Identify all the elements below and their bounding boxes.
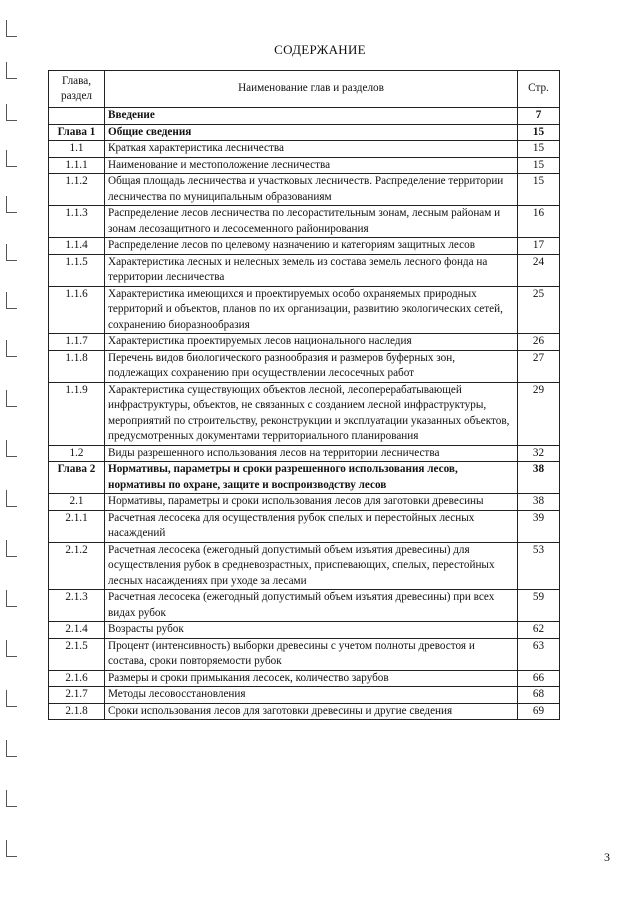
toc-row xyxy=(49,622,560,639)
toc-row-number: 2.1.3 xyxy=(49,590,105,622)
toc-row-title: Методы лесовосстановления xyxy=(105,687,518,704)
toc-row xyxy=(49,206,560,238)
toc-row-number: 1.2 xyxy=(49,445,105,462)
toc-row-page: 38 xyxy=(518,462,560,494)
toc-row-number xyxy=(49,108,105,125)
toc-row-number: 2.1.5 xyxy=(49,638,105,670)
toc-row xyxy=(49,638,560,670)
toc-header-row xyxy=(49,71,560,108)
toc-row-page: 15 xyxy=(518,124,560,141)
toc-row-title: Виды разрешенного использования лесов на территории лесничества xyxy=(105,445,518,462)
toc-row-title: Введение xyxy=(105,108,518,125)
page-number: 3 xyxy=(604,850,610,864)
toc-row-page: 59 xyxy=(518,590,560,622)
toc-row-title: Краткая характеристика лесничества xyxy=(105,141,518,158)
toc-row-title: Расчетная лесосека (ежегодный допустимый объем изъятия древесины) для осуществления рубок в средневозрастных, приспевающих, спелых, перестойных лесных насаждениях при уходе за лесами xyxy=(105,542,518,590)
toc-row-number: 2.1.2 xyxy=(49,542,105,590)
toc-row-number: 2.1.1 xyxy=(49,510,105,542)
toc-row-title: Размеры и сроки примыкания лесосек, количество зарубов xyxy=(105,670,518,687)
col-header-page: Стр. xyxy=(518,71,560,108)
page-title: СОДЕРЖАНИЕ xyxy=(274,42,366,57)
toc-row xyxy=(49,141,560,158)
toc-row xyxy=(49,510,560,542)
toc-row xyxy=(49,124,560,141)
toc-row-title: Перечень видов биологического разнообразия и размеров буферных зон, подлежащих сохранению при осуществлении лесосечных работ xyxy=(105,350,518,382)
toc-row-page: 53 xyxy=(518,542,560,590)
toc-row-page: 17 xyxy=(518,238,560,255)
toc-row-number: 1.1.8 xyxy=(49,350,105,382)
toc-row xyxy=(49,108,560,125)
toc-row xyxy=(49,670,560,687)
toc-row xyxy=(49,286,560,334)
col-header-num: Глава, раздел xyxy=(49,71,105,108)
toc-row-page: 27 xyxy=(518,350,560,382)
toc-row-page: 63 xyxy=(518,638,560,670)
toc-row-title: Общие сведения xyxy=(105,124,518,141)
toc-row-number: 2.1.6 xyxy=(49,670,105,687)
toc-row-page: 26 xyxy=(518,334,560,351)
toc-row-page: 7 xyxy=(518,108,560,125)
toc-row xyxy=(49,590,560,622)
toc-row xyxy=(49,687,560,704)
toc-row xyxy=(49,542,560,590)
toc-row xyxy=(49,157,560,174)
toc-row-page: 15 xyxy=(518,141,560,158)
toc-row-title: Характеристика проектируемых лесов национального наследия xyxy=(105,334,518,351)
toc-row-page: 68 xyxy=(518,687,560,704)
toc-row-title: Распределение лесов лесничества по лесорастительным зонам, лесным районам и зонам лесозащитного и лесосеменного районирования xyxy=(105,206,518,238)
toc-row xyxy=(49,382,560,445)
col-header-name: Наименование глав и разделов xyxy=(105,71,518,108)
toc-row-title: Характеристика существующих объектов лесной, лесоперерабатывающей инфраструктуры, объектов, не связанных с созданием лесной инфраструктуры, мероприятий по строительству, реконструкции и эксплуатации указанных объектов, предусмотренных документами территориального планирования xyxy=(105,382,518,445)
toc-row-title: Процент (интенсивность) выборки древесины с учетом полноты древостоя и состава, сроки повторяемости рубок xyxy=(105,638,518,670)
toc-row-page: 39 xyxy=(518,510,560,542)
toc-row-number: 1.1.1 xyxy=(49,157,105,174)
toc-row-number: 1.1.6 xyxy=(49,286,105,334)
toc-row-page: 29 xyxy=(518,382,560,445)
toc-row-number: 2.1.8 xyxy=(49,703,105,720)
toc-row-number: 2.1.7 xyxy=(49,687,105,704)
toc-row-number: Глава 1 xyxy=(49,124,105,141)
toc-table xyxy=(48,70,560,720)
toc-row-title: Нормативы, параметры и сроки использования лесов для заготовки древесины xyxy=(105,494,518,511)
toc-row-page: 25 xyxy=(518,286,560,334)
toc-row-page: 15 xyxy=(518,157,560,174)
toc-row xyxy=(49,703,560,720)
toc-row-title: Расчетная лесосека (ежегодный допустимый объем изъятия древесины) при всех видах рубок xyxy=(105,590,518,622)
toc-row-page: 62 xyxy=(518,622,560,639)
toc-row-number: 1.1 xyxy=(49,141,105,158)
toc-row xyxy=(49,238,560,255)
toc-row-page: 69 xyxy=(518,703,560,720)
toc-row xyxy=(49,254,560,286)
toc-row-page: 16 xyxy=(518,206,560,238)
toc-row-page: 15 xyxy=(518,174,560,206)
toc-row xyxy=(49,350,560,382)
toc-row xyxy=(49,462,560,494)
toc-row-title: Возрасты рубок xyxy=(105,622,518,639)
binding-marks xyxy=(6,0,20,905)
toc-body xyxy=(49,108,560,720)
toc-row-number: 1.1.7 xyxy=(49,334,105,351)
toc-row-title: Общая площадь лесничества и участковых лесничеств. Распределение территории лесничества по муниципальным образованиям xyxy=(105,174,518,206)
toc-row xyxy=(49,174,560,206)
toc-row-number: 2.1.4 xyxy=(49,622,105,639)
toc-row-page: 24 xyxy=(518,254,560,286)
toc-row-page: 38 xyxy=(518,494,560,511)
toc-row xyxy=(49,445,560,462)
toc-row-number: 1.1.3 xyxy=(49,206,105,238)
toc-row-number: 2.1 xyxy=(49,494,105,511)
toc-row-number: 1.1.9 xyxy=(49,382,105,445)
toc-row-number: Глава 2 xyxy=(49,462,105,494)
toc-row-title: Характеристика лесных и нелесных земель из состава земель лесного фонда на территории лесничества xyxy=(105,254,518,286)
toc-row-title: Наименование и местоположение лесничества xyxy=(105,157,518,174)
toc-row-title: Расчетная лесосека для осуществления рубок спелых и перестойных лесных насаждений xyxy=(105,510,518,542)
toc-row-number: 1.1.2 xyxy=(49,174,105,206)
toc-row-number: 1.1.5 xyxy=(49,254,105,286)
toc-row-number: 1.1.4 xyxy=(49,238,105,255)
toc-row-title: Распределение лесов по целевому назначению и категориям защитных лесов xyxy=(105,238,518,255)
toc-row-page: 32 xyxy=(518,445,560,462)
toc-row-page: 66 xyxy=(518,670,560,687)
toc-row-title: Нормативы, параметры и сроки разрешенного использования лесов, нормативы по охране, защите и воспроизводству лесов xyxy=(105,462,518,494)
toc-row xyxy=(49,334,560,351)
toc-row-title: Сроки использования лесов для заготовки древесины и другие сведения xyxy=(105,703,518,720)
toc-row xyxy=(49,494,560,511)
toc-row-title: Характеристика имеющихся и проектируемых особо охраняемых природных территорий и объектов, планов по их организации, развитию экологических сетей, сохранению биоразнообразия xyxy=(105,286,518,334)
